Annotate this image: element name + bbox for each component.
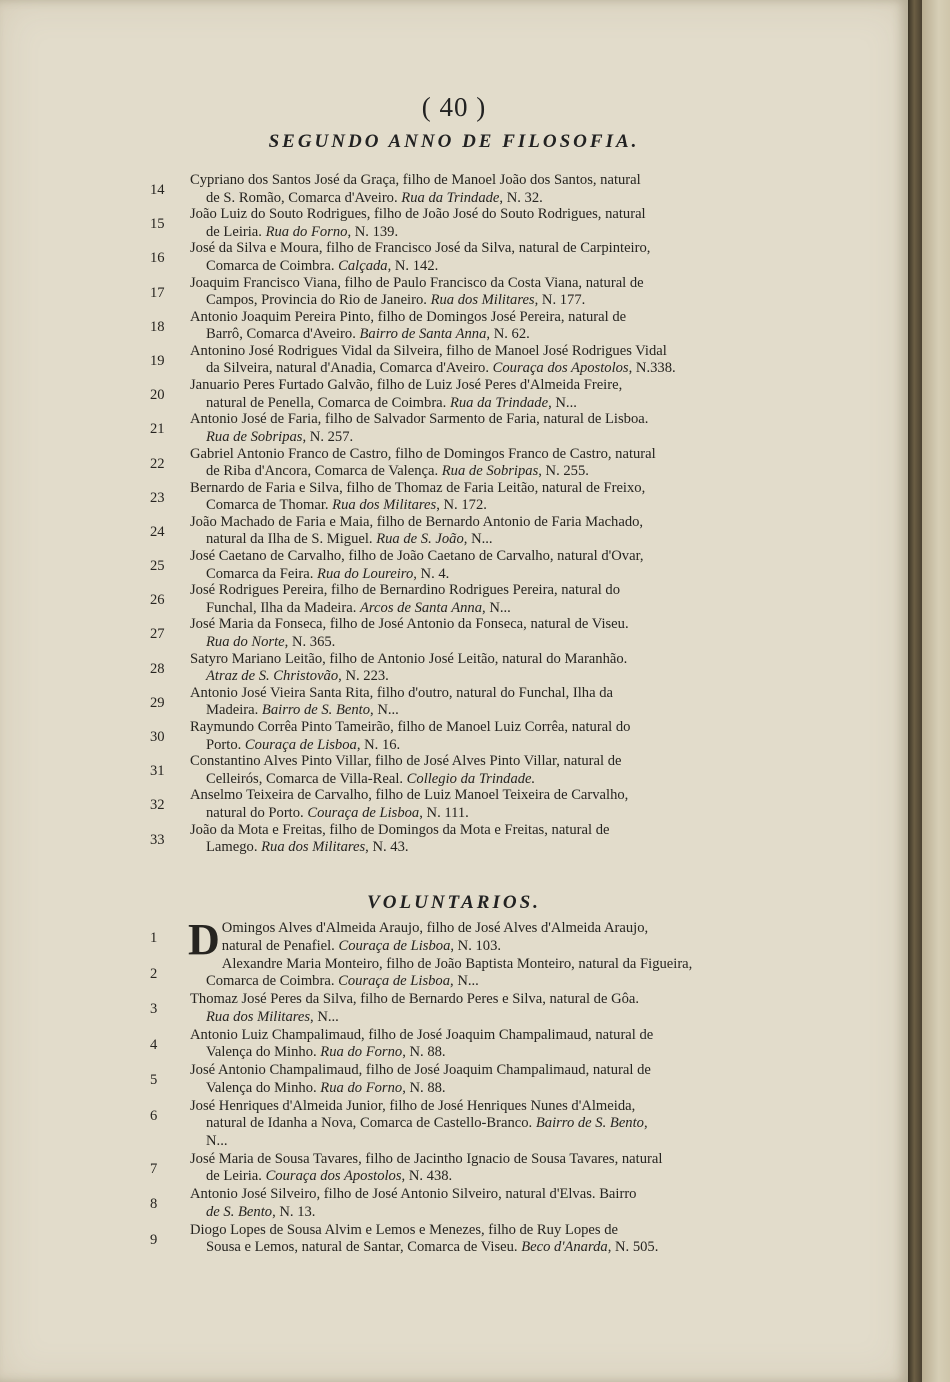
entry-address: Couraça de Lisboa: [338, 973, 451, 989]
entry-number: 17: [150, 284, 165, 301]
entry-number: 28: [150, 660, 165, 677]
entry-line-1: [190, 240, 775, 258]
entry-origin-text: Comarca de Coimbra.: [206, 257, 339, 274]
list-entry: [150, 753, 775, 787]
entry-house-number: , N. 255.: [538, 463, 589, 479]
entry-house-number: , N. 62.: [486, 326, 530, 343]
entry-line-2: [190, 429, 775, 447]
entry-origin-text: natural de Penafiel.: [221, 937, 339, 954]
entry-house-number: , N. 257.: [302, 428, 354, 445]
entry-origin-text: Madeira.: [206, 702, 262, 719]
list-entry: [150, 172, 775, 206]
list-entry: [150, 411, 775, 445]
entry-line-2: [190, 1009, 775, 1027]
entry-line-1: [190, 956, 775, 974]
entry-name-text: Gabriel Antonio Franco de Castro, filho de Domingos Franco de Castro, natural: [190, 445, 656, 462]
list-entry: [150, 582, 775, 616]
entry-number: 29: [150, 694, 165, 711]
list-entry: [150, 514, 775, 548]
student-list-voluntarios: [150, 915, 775, 1257]
list-entry: [150, 1151, 775, 1187]
entry-address: Couraça de Lisboa: [338, 937, 451, 954]
entry-number: 19: [150, 352, 165, 369]
entry-name-text: Antonino José Rodrigues Vidal da Silveira, filho de Manoel José Rodrigues Vidal: [190, 342, 667, 359]
entry-address: Rua dos Militares: [261, 839, 366, 856]
entry-number: 4: [150, 1036, 158, 1053]
entry-number: 25: [150, 558, 165, 575]
entry-origin-text: natural de Penella, Comarca de Coimbra.: [206, 394, 450, 411]
entry-line-2: [190, 1239, 775, 1257]
entry-house-number: , N. 177.: [534, 292, 586, 309]
list-entry: [150, 616, 775, 650]
entry-origin-text: natural da Ilha de S. Miguel.: [206, 531, 377, 548]
entry-house-number: , N...: [482, 599, 511, 616]
entry-address: Rua do Forno: [265, 223, 348, 240]
list-entry: [150, 1222, 775, 1258]
entry-number: 9: [150, 1231, 158, 1248]
list-entry: [150, 446, 775, 480]
entry-number: 1: [150, 930, 158, 946]
entry-address: Rua de Sobripas: [206, 428, 303, 445]
entry-house-number: , N...: [463, 531, 493, 548]
entry-address: Rua dos Militares: [430, 292, 535, 309]
entry-line-2: [190, 668, 775, 686]
entry-line-1: [190, 275, 775, 293]
entry-line-1: [190, 172, 775, 190]
list-entry: [150, 685, 775, 719]
entry-line-1: [190, 309, 775, 327]
entry-name-text: Thomaz José Peres da Silva, filho de Bernardo Peres e Silva, natural de Gôa.: [190, 991, 640, 1007]
list-entry: [150, 787, 775, 821]
entry-origin-text: Sousa e Lemos, natural de Santar, Comarca de Viseu.: [206, 1239, 522, 1255]
entry-origin-text: Comarca de Coimbra.: [206, 973, 339, 989]
entry-address: Rua do Norte: [206, 633, 285, 650]
list-entry: [150, 1027, 775, 1063]
entry-line-2: [190, 771, 775, 789]
entry-address: Rua do Forno: [320, 1044, 403, 1060]
list-entry: [150, 309, 775, 343]
entry-house-number: , N. 139.: [347, 223, 399, 240]
entry-address: Calçada: [338, 257, 388, 274]
entry-house-number: , N...: [450, 973, 479, 989]
entry-house-number: , N. 172.: [436, 497, 487, 514]
entry-line-2: [190, 1168, 775, 1186]
entry-line-2: [190, 190, 775, 208]
entry-house-number: , N. 88.: [402, 1044, 446, 1060]
entry-number: 27: [150, 626, 165, 643]
entry-house-number: , N...: [370, 702, 399, 719]
entry-name-text: Anselmo Teixeira de Carvalho, filho de Luiz Manoel Teixeira de Carvalho,: [190, 787, 629, 804]
entry-number: 33: [150, 831, 165, 848]
entry-line-2: [190, 839, 775, 857]
entry-house-number: , N. 16.: [356, 736, 401, 753]
entry-name-text: Antonio José Silveiro, filho de José Antonio Silveiro, natural d'Elvas. Bairro: [190, 1186, 637, 1202]
list-entry: [150, 1062, 775, 1098]
entry-line-3: N...: [206, 1132, 228, 1149]
entry-line-1: [190, 787, 775, 805]
entry-address: Bairro de Santa Anna: [359, 326, 487, 343]
entry-line-1: [190, 1222, 775, 1240]
list-entry: [150, 1098, 775, 1151]
entry-number: 32: [150, 797, 165, 814]
entry-address: Bairro de S. Bento: [535, 1115, 644, 1131]
entry-house-number: , N. 142.: [387, 257, 439, 274]
entry-number: 22: [150, 455, 165, 472]
entry-line-1: [190, 548, 775, 566]
entry-line-1: [190, 651, 775, 669]
entry-line-1: [190, 377, 775, 395]
entry-name-text: Diogo Lopes de Sousa Alvim e Lemos e Menezes, filho de Ruy Lopes de: [190, 1221, 618, 1238]
entry-number: 3: [150, 1001, 158, 1017]
entry-line-2: [190, 531, 775, 549]
entry-house-number: , N. 13.: [272, 1203, 316, 1220]
entry-line-1: [190, 991, 775, 1009]
entry-line-2: [190, 600, 775, 618]
entry-number: 7: [150, 1160, 158, 1177]
entry-house-number: , N. 43.: [365, 839, 409, 856]
entry-origin-text: de S. Romão, Comarca d'Aveiro.: [206, 189, 402, 206]
entry-origin-text: Porto.: [206, 736, 245, 753]
entry-name-text: João Machado de Faria e Maia, filho de Bernardo Antonio de Faria Machado,: [190, 513, 644, 530]
list-entry: [150, 719, 775, 753]
entry-name-text: José Maria da Fonseca, filho de José Antonio da Fonseca, natural de Viseu.: [190, 616, 629, 633]
student-list-segundo-anno: [150, 172, 775, 856]
entry-line-1: [190, 685, 775, 703]
entry-origin-text: de Leiria.: [206, 223, 266, 240]
entry-origin-text: Comarca da Feira.: [206, 565, 318, 582]
entry-name-text: Satyro Mariano Leitão, filho de Antonio José Leitão, natural do Maranhão.: [190, 650, 628, 667]
entry-house-number: , N. 88.: [402, 1079, 446, 1096]
entry-address: Rua do Loureiro: [317, 565, 414, 582]
entry-house-number: , N. 365.: [284, 633, 336, 650]
entry-number: 23: [150, 489, 165, 506]
entry-line-2: [190, 973, 775, 991]
list-entry: [150, 956, 775, 992]
entry-number: 30: [150, 729, 165, 745]
entry-house-number: ,: [643, 1115, 648, 1131]
entry-name-text: José da Silva e Moura, filho de Francisco José da Silva, natural de Carpinteiro,: [190, 240, 651, 257]
entry-name-text: José Caetano de Carvalho, filho de João Caetano de Carvalho, natural d'Ovar,: [190, 548, 644, 565]
entry-origin-text: Barrô, Comarca d'Aveiro.: [206, 326, 360, 343]
entry-line-2: [190, 395, 775, 413]
section-title-voluntarios: VOLUNTARIOS.: [367, 892, 541, 913]
entry-name-text: José Antonio Champalimaud, filho de José Joaquim Champalimaud, natural de: [190, 1062, 651, 1078]
entry-line-2: [190, 497, 775, 515]
list-entry: [150, 206, 775, 240]
entry-number: 24: [150, 523, 165, 540]
drop-cap: D: [188, 915, 220, 964]
list-entry: [150, 991, 775, 1027]
entry-origin-text: de Riba d'Ancora, Comarca de Valença.: [206, 463, 442, 479]
entry-name-text: Januario Peres Furtado Galvão, filho de Luiz José Peres d'Almeida Freire,: [190, 377, 623, 394]
entry-number: 14: [150, 182, 165, 198]
entry-name-text: José Rodrigues Pereira, filho de Bernardino Rodrigues Pereira, natural do: [190, 582, 620, 599]
entry-line-1: [190, 1151, 775, 1169]
entry-line-1: [190, 582, 775, 600]
entry-number: 6: [150, 1107, 158, 1124]
entry-number: 5: [150, 1072, 158, 1088]
entry-number: 26: [150, 592, 165, 609]
entry-line-2: [190, 805, 775, 823]
entry-line-1: [190, 343, 775, 361]
list-entry: [150, 651, 775, 685]
entry-line-1: [190, 753, 775, 771]
entry-address: Couraça dos Apostolos: [492, 360, 629, 377]
entry-address: Rua de Sobripas: [441, 463, 539, 479]
entry-name-text: Antonio José de Faria, filho de Salvador Sarmento de Faria, natural de Lisboa.: [190, 411, 649, 428]
entry-origin-text: de Leiria.: [206, 1168, 266, 1184]
entry-number: 18: [150, 318, 165, 335]
entry-address: Atraz de S. Christovão: [206, 668, 339, 685]
entry-number: 20: [150, 387, 165, 404]
entry-name-text: Alexandre Maria Monteiro, filho de João Baptista Monteiro, natural da Figueira,: [221, 955, 693, 972]
entry-number: 2: [150, 965, 158, 982]
list-entry: [150, 377, 775, 411]
entry-address: Couraça de Lisboa: [307, 804, 420, 821]
entry-number: 15: [150, 216, 165, 233]
entry-line-1: [190, 616, 775, 634]
page-number: ( 40 ): [421, 92, 487, 122]
entry-number: 8: [150, 1196, 158, 1212]
entry-house-number: , N.338.: [628, 360, 676, 377]
entry-name-text: Constantino Alves Pinto Villar, filho de José Alves Pinto Villar, natural de: [190, 753, 622, 770]
entry-address: Rua da Trindade: [449, 394, 549, 411]
entry-address: Rua dos Militares: [332, 497, 437, 514]
entry-address: de S. Bento: [206, 1203, 273, 1220]
entry-line-2: [190, 938, 775, 956]
section-title-segundo-anno: SEGUNDO ANNO DE FILOSOFIA.: [268, 131, 640, 152]
entry-line-1: [190, 206, 775, 224]
entry-line-1: [190, 446, 775, 464]
entry-number: 16: [150, 250, 165, 267]
entry-house-number: , N. 32.: [499, 189, 543, 206]
entry-house-number: , N. 505.: [607, 1239, 659, 1255]
entry-name-text: João Luiz do Souto Rodrigues, filho de João José do Souto Rodrigues, natural: [190, 206, 646, 223]
entry-house-number: , N...: [548, 394, 577, 411]
entry-origin-text: Valença do Minho.: [206, 1079, 321, 1096]
entry-number: 31: [150, 763, 165, 780]
entry-address: Rua da Trindade: [401, 189, 500, 206]
entry-house-number: , N. 4.: [413, 565, 450, 582]
entry-origin-text: Celleirós, Comarca de Villa-Real.: [206, 770, 407, 787]
entry-line-2: [190, 1204, 775, 1222]
entry-number: 21: [150, 421, 165, 438]
entry-house-number: , N. 111.: [419, 804, 469, 821]
entry-address: Rua de S. João: [376, 531, 464, 548]
entry-line-2: [190, 224, 775, 242]
entry-house-number: , N. 223.: [338, 668, 389, 685]
facing-page-edge: [922, 0, 950, 1382]
entry-name-text: José Henriques d'Almeida Junior, filho de José Henriques Nunes d'Almeida,: [190, 1097, 636, 1114]
entry-line-2: [190, 326, 775, 344]
entry-line-2: [190, 1044, 775, 1062]
entry-line-1: [190, 719, 775, 737]
entry-line-2: [190, 566, 775, 584]
entry-origin-text: natural do Porto.: [206, 804, 308, 821]
entry-address: Couraça dos Apostolos: [265, 1168, 402, 1184]
entry-name-text: Bernardo de Faria e Silva, filho de Thomaz de Faria Leitão, natural de Freixo,: [190, 479, 646, 496]
entry-line-2: [190, 1115, 775, 1133]
entry-name-text: Cypriano dos Santos José da Graça, filho de Manoel João dos Santos, natural: [190, 172, 641, 188]
entry-house-number: , N...: [310, 1008, 339, 1025]
entry-origin-text: Valença do Minho.: [206, 1044, 321, 1060]
list-entry: [150, 343, 775, 377]
entry-origin-text: Campos, Provincia do Rio de Janeiro.: [206, 292, 431, 309]
entry-line-2: [190, 463, 775, 481]
list-entry: [150, 548, 775, 582]
entry-house-number: , N. 103.: [450, 937, 502, 954]
entry-origin-text: natural de Idanha a Nova, Comarca de Castello-Branco.: [206, 1115, 536, 1131]
entry-address: Rua do Forno: [320, 1079, 403, 1096]
list-entry: [150, 822, 775, 856]
entry-name-text: Joaquim Francisco Viana, filho de Paulo Francisco da Costa Viana, natural de: [190, 274, 644, 291]
entry-line-2: [190, 1080, 775, 1098]
entry-name-text: Raymundo Corrêa Pinto Tameirão, filho de Manoel Luiz Corrêa, natural do: [190, 719, 631, 735]
entry-line-1: [190, 514, 775, 532]
entry-name-text: José Maria de Sousa Tavares, filho de Jacintho Ignacio de Sousa Tavares, natural: [190, 1150, 663, 1167]
book-spine: [908, 0, 922, 1382]
entry-house-number: , N. 438.: [401, 1168, 453, 1184]
entry-line-2: [190, 292, 775, 310]
entry-line-1: [190, 1186, 775, 1204]
entry-name-text: Antonio José Vieira Santa Rita, filho d'outro, natural do Funchal, Ilha da: [190, 684, 613, 701]
entry-address: Arcos de Santa Anna: [360, 599, 483, 616]
entry-name-text: Omingos Alves d'Almeida Araujo, filho de José Alves d'Almeida Araujo,: [221, 920, 649, 936]
entry-name-text: Antonio Joaquim Pereira Pinto, filho de Domingos José Pereira, natural de: [190, 308, 627, 325]
entry-address: Bairro de S. Bento: [261, 702, 371, 719]
entry-origin-text: Lamego.: [206, 839, 262, 856]
entry-line-1: [190, 1027, 775, 1045]
entry-line-1: [190, 1098, 775, 1116]
list-entry: [150, 240, 775, 274]
entry-line-1: [190, 1062, 775, 1080]
entry-line-1: [190, 822, 775, 840]
entry-name-text: João da Mota e Freitas, filho de Domingos da Mota e Freitas, natural de: [190, 821, 610, 838]
entry-origin-text: Funchal, Ilha da Madeira.: [206, 599, 360, 616]
entry-line-2: [190, 702, 775, 720]
entry-line-1: [190, 411, 775, 429]
entry-name-text: Antonio Luiz Champalimaud, filho de José Joaquim Champalimaud, natural de: [190, 1026, 654, 1043]
entry-address: Couraça de Lisboa: [244, 736, 357, 753]
entry-origin-text: Comarca de Thomar.: [206, 497, 333, 514]
list-entry: [150, 275, 775, 309]
entry-line-2: [190, 634, 775, 652]
entry-address: Beco d'Anarda: [521, 1239, 608, 1255]
entry-origin-text: da Silveira, natural d'Anadia, Comarca d'Aveiro.: [206, 360, 493, 377]
entry-line-2: [190, 258, 775, 276]
list-entry: [150, 1186, 775, 1222]
entry-line-1: [190, 480, 775, 498]
entry-address: Rua dos Militares: [206, 1008, 311, 1025]
entry-address: Collegio da Trindade.: [406, 770, 536, 787]
entry-line-2: [190, 360, 775, 378]
entry-line-2: [190, 737, 775, 755]
list-entry: [150, 480, 775, 514]
